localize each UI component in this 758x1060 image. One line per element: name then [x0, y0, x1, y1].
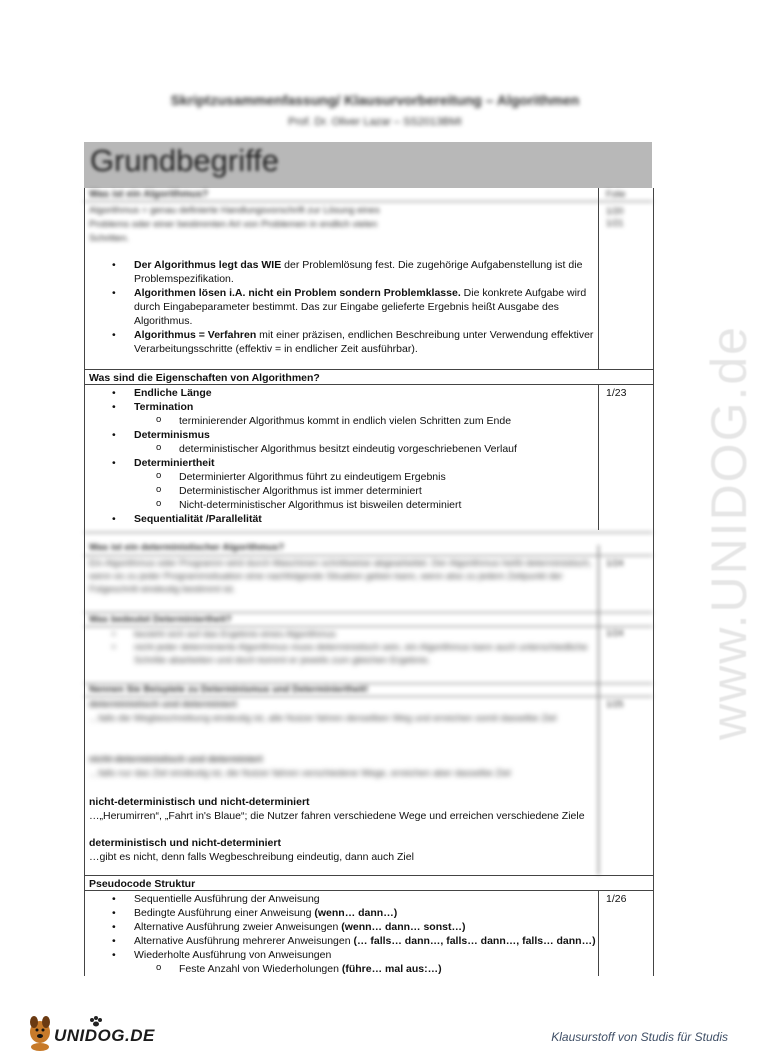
page-ref: 1/21 [606, 218, 624, 228]
list-item [112, 920, 597, 934]
list-item [112, 906, 597, 920]
row-divider [84, 532, 653, 533]
sub-item: o deterministischer Algorithmus besitzt eindeutig vorgeschriebenen Verlauf [112, 442, 597, 456]
row-divider [84, 369, 653, 370]
sub-item: o Deterministischer Algorithmus ist immer determiniert [112, 484, 597, 498]
bullet-text: mit einer präzisen, endlichen Beschreibung unter Verwendung effektiver Verarbeitungsschritte (effektiv = in endlicher Zeit ausführbar). [134, 329, 594, 355]
list-item: • Sequentielle Ausführung der Anweisung [112, 892, 597, 906]
row-divider [84, 555, 653, 556]
question-examples: Nennen Sie Beispiele zu Determinismus und Determiniertheit! [89, 684, 369, 695]
page-ref: 1/25 [606, 699, 624, 709]
sub-item: o Nicht-deterministischer Algorithmus ist bisweilen determiniert [112, 498, 597, 512]
list-keyword: (wenn… dann… sonst…) [341, 921, 466, 933]
algorithm-definition: Algorithmus = genau definierte Handlungsvorschrift zur Lösung eines Problems oder einer bestimmten Art von Problemen in endlich vielen Schritten. [89, 205, 380, 244]
list-item [112, 934, 597, 948]
list-item: • bezieht sich auf das Ergebnis eines Algorithmus [112, 628, 597, 641]
example-title: nicht-deterministisch und determiniert [89, 754, 263, 765]
list-item [112, 428, 597, 442]
example-heading [89, 836, 594, 850]
list-item: • Wiederholte Ausführung von Anweisungen [112, 948, 597, 962]
column-divider [598, 188, 599, 370]
list-item [112, 328, 597, 356]
row-divider [84, 384, 653, 385]
folie-column-label: Folie [606, 189, 626, 199]
question-pseudocode: Pseudocode Struktur [89, 878, 196, 890]
document-subtitle: Prof. Dr. Oliver Lazar – SS2013BMI [288, 116, 462, 128]
list-keyword: (wenn… dann…) [314, 907, 398, 919]
page-ref: 1/24 [606, 628, 624, 638]
bullet-bold: Algorithmen lösen i.A. nicht ein Problem sondern Problemklasse. [134, 287, 461, 299]
example-title: deterministisch und nicht-determiniert [89, 837, 281, 849]
list-item [112, 386, 597, 400]
section-title: Grundbegriffe [90, 143, 279, 178]
row-divider [84, 612, 653, 613]
example-heading [89, 698, 594, 712]
example-heading [89, 753, 594, 767]
example-text: …„Herumirren“, „Fahrt in's Blaue“; die Nutzer fahren verschiedene Wege und erreichen verschiedene Ziele [89, 810, 585, 822]
page-ref: 1/24 [606, 558, 624, 568]
row-divider [84, 890, 653, 891]
list-item [112, 456, 597, 470]
question-what-is-algorithm: Was ist ein Algorithmus? [89, 189, 209, 200]
bullet-bold: Algorithmus = Verfahren [134, 329, 257, 341]
column-divider [598, 384, 599, 530]
determiniertheit-list [112, 628, 597, 667]
example-title: nicht-deterministisch und nicht-determiniert [89, 796, 310, 808]
example-title: deterministisch und determiniert [89, 699, 237, 710]
list-item [112, 286, 597, 328]
example-text: …falls nur das Ziel eindeutig ist, die Nutzer fahren verschiedene Wege, erreichen aber dasselbe Ziel [89, 768, 511, 779]
list-item [112, 258, 597, 286]
row-divider [84, 875, 653, 876]
property-name: Termination [134, 401, 194, 413]
properties-list [112, 386, 597, 526]
property-name: Sequentialität /Parallelität [134, 513, 262, 525]
sub-item: o terminierender Algorithmus kommt in endlich vielen Schritten zum Ende [112, 414, 597, 428]
page-ref: 1/26 [606, 893, 627, 905]
question-determiniertheit: Was bedeutet Determiniertheit? [89, 614, 232, 625]
sub-item: o Determinierter Algorithmus führt zu eindeutigem Ergebnis [112, 470, 597, 484]
bullet-bold: Der Algorithmus legt das WIE [134, 259, 282, 271]
column-divider [598, 890, 599, 976]
property-name: Determiniertheit [134, 457, 215, 469]
list-keyword: (führe… mal aus:…) [341, 963, 442, 975]
logo-text: UNIDOG.DE [54, 1026, 155, 1045]
list-keyword: (… falls… dann…, falls… dann…, falls… dann…) [353, 935, 596, 947]
property-name: Determinismus [134, 429, 210, 441]
algorithm-bullets [112, 258, 597, 356]
deterministic-text: Ein Algorithmus oder Programm wird durch Maschinen schrittweise abgearbeitet. Der Algorithmus heißt deterministisch, wenn es zu jeder Programmsituation eine nachfolgende Situation geben kann, wenn also zu jedem Zeitpunkt der Folgeschritt eindeutig bestimmt ist. [89, 558, 592, 595]
row-divider [84, 626, 653, 627]
question-properties: Was sind die Eigenschaften von Algorithmen? [89, 372, 320, 384]
example-heading [89, 795, 594, 809]
bullet-text: Die konkrete Aufgabe wird durch Eingabeparameter bestimmt. Das zur Eingabe gelieferte Ergebnis heißt Ausgabe des Algorithmus. [134, 287, 587, 327]
list-item [112, 512, 597, 526]
list-text: Feste Anzahl von Wiederholungen [179, 963, 342, 975]
column-divider [598, 545, 599, 875]
question-deterministic: Was ist ein deterministischer Algorithmus? [89, 542, 285, 553]
property-name: Endliche Länge [134, 387, 212, 399]
document-title: Skriptzusammenfassung/ Klausurvorbereitung – Algorithmen [170, 92, 580, 108]
watermark: www.UNIDOG.de [701, 325, 757, 740]
footer-tagline: Klausurstoff von Studis für Studis [551, 1030, 728, 1044]
list-item: • nicht jeder determinierte Algorithmus muss deterministisch sein, ein Algorithmus kann auch unterschiedliche Schritte abarbeiten und doch kommt er jeweils zum gleichen Ergebnis. [112, 641, 597, 667]
example-text: …falls die Wegbeschreibung eindeutig ist, alle Nutzer fahren denselben Weg und erreichen somit dasselbe Ziel [89, 713, 557, 724]
row-divider [84, 696, 653, 697]
list-text: Alternative Ausführung mehrerer Anweisungen [134, 935, 354, 947]
page-ref: 1/20 [606, 206, 624, 216]
sub-item [112, 962, 597, 976]
page-ref: 1/23 [606, 387, 627, 399]
example-text: …gibt es nicht, denn falls Wegbeschreibung eindeutig, dann auch Ziel [89, 851, 414, 863]
pseudocode-list [112, 892, 597, 976]
bullet-text: der Problemlösung fest. Die zugehörige Aufgabenstellung ist die Problemspezifikation. [134, 259, 583, 285]
list-item [112, 400, 597, 414]
row-divider [84, 201, 653, 202]
list-text: Bedingte Ausführung einer Anweisung [134, 907, 315, 919]
list-text: Alternative Ausführung zweier Anweisungen [134, 921, 342, 933]
